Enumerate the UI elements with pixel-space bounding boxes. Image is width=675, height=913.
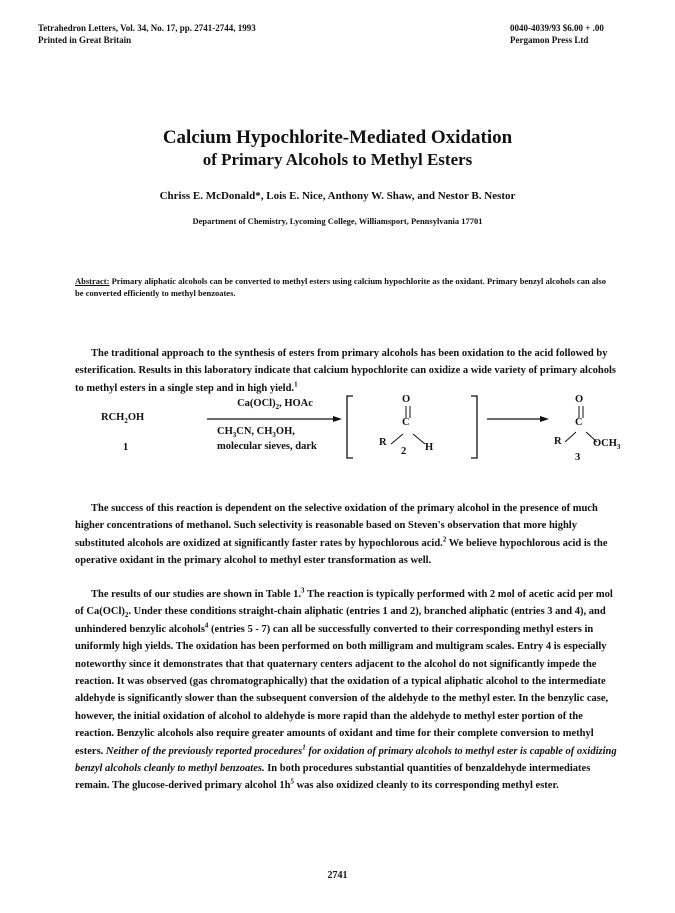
product-OCH-sub: 3 <box>616 443 621 452</box>
para2-text-c: . Under these conditions straight-chain aliphatic (entries 1 and 2), branched aliphatic (entries 3 and 4), and unhindered benzylic alcohols <box>75 606 606 635</box>
ref-1-italic: 1 <box>302 743 306 752</box>
rb1-sub: 3 <box>232 431 237 440</box>
rb1-a: CH <box>217 426 233 437</box>
ref-4: 4 <box>204 621 209 630</box>
para2-text-a: The results of our studies are shown in Table 1. <box>91 589 302 600</box>
reaction-scheme <box>75 390 623 490</box>
affiliation: Department of Chemistry, Lycoming College, Williamsport, Pennsylvania 17701 <box>192 216 483 226</box>
reactant-prefix: RCH <box>101 412 125 423</box>
ref-1: 1 <box>294 380 298 389</box>
rb1-c: OH, <box>275 426 295 437</box>
rb1-sub2: 3 <box>272 431 276 440</box>
para2-text-d: (entries 5 - 7) can all be successfully converted to their corresponding methyl esters in uniformly high yields. The oxidation has been performed on both milligram and multigram scales. Entry 4 is especially noteworthy since it demonstrates that that quaternary centers adjacent to the alcohol do not significantly impede the reaction. It was observed (gas chromatographically) that the oxidation of a typical aliphatic alcohol to the intermediate aldehyde is significantly slower than the subsequent conversion of the aldehyde to the methyl ester. In the benzylic case, however, the initial oxidation of alcohol to aldehyde is more rapid than the aldehyde to methyl ester portion of the reaction. Benzylic alcohols also require greater amounts of oxidant and time for their complete conversion to methyl esters. <box>75 623 609 757</box>
title-line-1: Calcium Hypochlorite-Mediated Oxidation <box>162 127 513 148</box>
journal-citation <box>38 22 256 46</box>
product-O: O <box>575 394 584 405</box>
ref-5: 5 <box>290 777 294 786</box>
intro-text: The traditional approach to the synthesis of esters from primary alcohols has been oxidation to the acid followed by esterification. Results in this laboratory indicate that calcium hypochlorite can oxidize a wide variety of primary alcohols to methyl esters in a single step and in high yield. <box>75 348 616 394</box>
reagent-bottom-1 <box>217 426 337 440</box>
compound-number-1: 1 <box>123 442 129 453</box>
publisher-line: Pergamon Press Ltd <box>510 35 589 45</box>
para2-text-e: In both procedures substantial quantities of benzaldehyde intermediates remain. The glucose-derived primary alcohol <box>75 763 591 792</box>
publisher-info <box>510 22 640 46</box>
product-OCH: OCH <box>593 438 617 449</box>
intermediate-O: O <box>402 394 411 405</box>
printed-line: Printed in Great Britain <box>38 35 132 45</box>
abstract <box>75 275 615 299</box>
ref-3: 3 <box>301 586 305 595</box>
intermediate-H: H <box>425 442 434 453</box>
para2-italic-1: Neither of the previously reported procedures <box>105 745 303 757</box>
compound-number-2: 2 <box>401 446 407 457</box>
para2-text-b: The reaction is typically performed with 2 mol of acetic acid per mol of Ca(OCl) <box>75 589 613 618</box>
para1-text-a: The success of this reaction is dependent on the selective oxidation of the primary alcohol in the presence of much higher concentrations of methanol. Such selectivity is reasonable based on Steven's observation that more highly substituted alcohols are oxidized at significantly faster rates by hypochlorous acid. <box>75 503 598 549</box>
para2-italic-2: for oxidation of primary alcohols to methyl ester is capable of oxidizing benzyl alcohols cleanly to methyl benzoates. <box>75 745 617 775</box>
reagent-top <box>217 398 333 412</box>
intermediate-C: C <box>402 417 410 428</box>
product-R: R <box>554 436 562 447</box>
ref-2: 2 <box>442 535 447 544</box>
product-OCH3 <box>593 438 621 452</box>
reactant-sub: 2 <box>124 417 128 426</box>
compound-number-3: 3 <box>575 452 581 463</box>
price-line: 0040-4039/93 $6.00 + .00 <box>510 23 604 33</box>
intermediate-aldehyde <box>345 392 485 462</box>
title-line-2: of Primary Alcohols to Methyl Esters <box>202 150 473 169</box>
para2-text-f: was also oxidized cleanly to its corresponding methyl ester. <box>293 780 559 792</box>
rb1-b: CN, CH <box>236 426 273 437</box>
abstract-text: Primary aliphatic alcohols can be converted to methyl esters using calcium hypochlorite as the oxidant. Primary benzyl alcohols can also be converted efficiently to methyl benzoates. <box>75 276 606 298</box>
product-C: C <box>575 417 583 428</box>
product-ester <box>555 392 635 462</box>
reaction-arrow-1 <box>207 415 342 423</box>
paragraph-results <box>75 586 623 795</box>
reagent-bottom-2: molecular sieves, dark <box>217 441 317 452</box>
reagent-top-sub: 2 <box>275 403 280 412</box>
para1-text-b: We believe hypochlorous acid is the operative oxidant in the primary alcohol to methyl ester transformation as well. <box>75 537 608 567</box>
intermediate-R: R <box>379 437 387 448</box>
reaction-arrow-2 <box>487 415 549 423</box>
para2-sub: 2 <box>124 611 129 620</box>
paragraph-selectivity <box>75 500 623 570</box>
abstract-label: Abstract: <box>75 276 110 286</box>
reagent-top-a: Ca(OCl) <box>237 398 276 409</box>
page-number: 2741 <box>327 870 348 881</box>
reagent-top-b: , HOAc <box>279 398 313 409</box>
reactant-formula <box>101 412 145 426</box>
journal-line: Tetrahedron Letters, Vol. 34, No. 17, pp. 2741-2744, 1993 <box>38 23 256 33</box>
author-list: Chriss E. McDonald*, Lois E. Nice, Anthony W. Shaw, and Nestor B. Nestor <box>159 190 516 202</box>
reactant-suffix: OH <box>127 412 145 423</box>
compound-1h: 1h <box>279 780 291 792</box>
